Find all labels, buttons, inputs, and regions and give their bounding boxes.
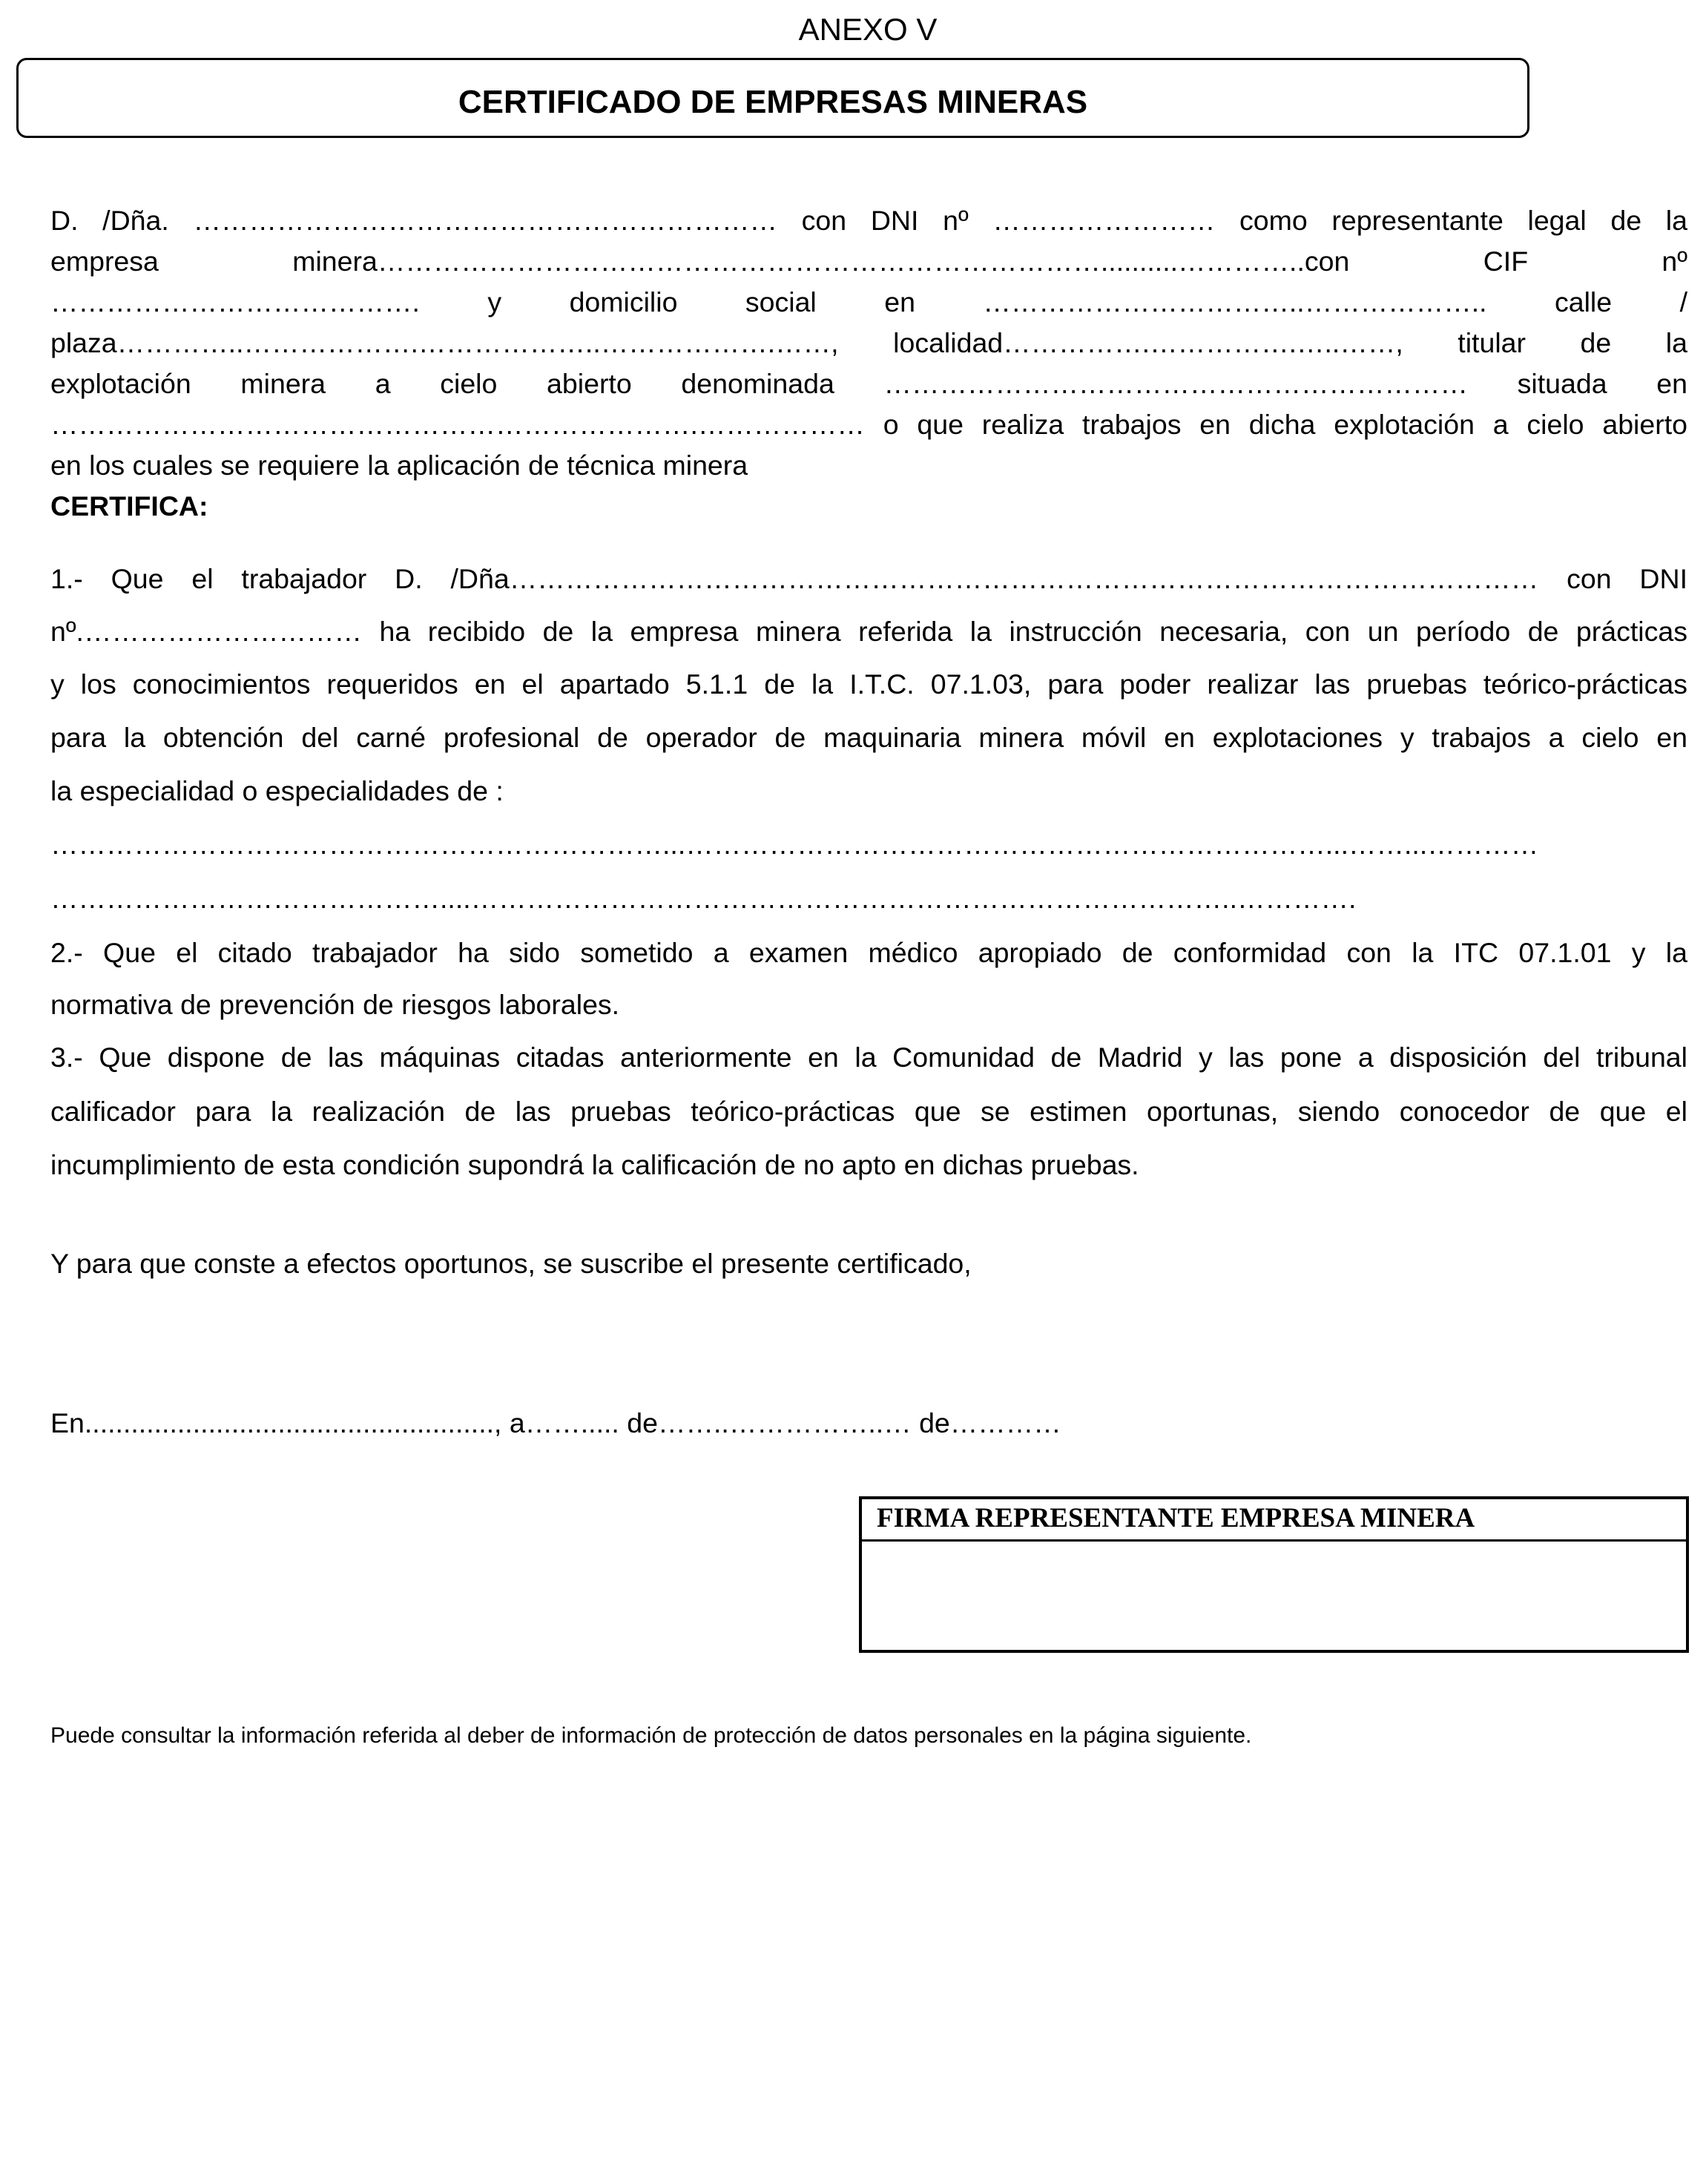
document-title: CERTIFICADO DE EMPRESAS MINERAS [458, 84, 1088, 120]
item-line: 2.- Que el citado trabajador ha sido sometido a examen médico apropiado de conformidad con la ITC 07.1.01 y la [50, 937, 1687, 968]
item-line: incumplimiento de esta condición supondrá la calificación de no apto en dichas pruebas. [50, 1149, 1139, 1180]
signature-label: FIRMA REPRESENTANTE EMPRESA MINERA [862, 1499, 1686, 1542]
closing-text: Y para que conste a efectos oportunos, se suscribe el presente certificado, [50, 1248, 972, 1279]
certifica-heading: CERTIFICA: [50, 490, 208, 522]
item-line: normativa de prevención de riesgos laborales. [50, 989, 620, 1020]
intro-line: empresa minera……………………………………………………………………..........…………..con CIF nº [50, 246, 1687, 277]
intro-line: en los cuales se requiere la aplicación de técnica minera [50, 450, 748, 481]
item-line: 3.- Que dispone de las máquinas citadas anteriormente en la Comunidad de Madrid y las pone a disposición del tribunal [50, 1042, 1687, 1073]
specialty-dots-line: …………………………………………………………...……………………………………………………………...……...………… [50, 829, 1539, 860]
item-line: y los conocimientos requeridos en el apartado 5.1.1 de la I.T.C. 07.1.03, para poder realizar las pruebas teórico-prácticas [50, 668, 1687, 700]
intro-line: plaza…………..……………….………………..……………….……, localidad…………….…………….…..……, titular de la [50, 327, 1687, 358]
intro-line: explotación minera a cielo abierto denominada ……………………………………………………… situada en [50, 368, 1687, 399]
specialty-dots-line: ……………………………………....………………………………………………………………………..…………. [50, 883, 1357, 914]
item-line: calificador para la realización de las pruebas teórico-prácticas que se estimen oportunas, siendo conocedor de que el [50, 1096, 1687, 1127]
signature-box[interactable] [859, 1496, 1689, 1653]
data-protection-footnote: Puede consultar la información referida al deber de información de protección de datos personales en la página siguiente. [50, 1723, 1252, 1748]
title-box [16, 58, 1529, 138]
item-line: la especialidad o especialidades de : [50, 775, 504, 806]
item-line: 1.- Que el trabajador D. /Dña………………………………………………………………………………………………… con DNI [50, 563, 1687, 594]
item-line: nº.………………………… ha recibido de la empresa minera referida la instrucción necesaria, con un período de prácticas [50, 616, 1687, 647]
intro-line: D. /Dña. ……………………………………………………… con DNI nº …………………… como representante legal de la [50, 205, 1687, 236]
place-date-line: En....................................................., a……..... de……..……………..… de………… [50, 1407, 1061, 1438]
item-line: para la obtención del carné profesional de operador de maquinaria minera móvil en explotaciones y trabajos a cielo en [50, 722, 1687, 753]
annex-label: ANEXO V [798, 12, 938, 47]
intro-line: …………………………………. y domicilio social en ……………………………..……………….. calle / [50, 286, 1687, 318]
intro-line: …………………………………………………………….……………… o que realiza trabajos en dicha explotación a cielo abierto [50, 409, 1687, 440]
